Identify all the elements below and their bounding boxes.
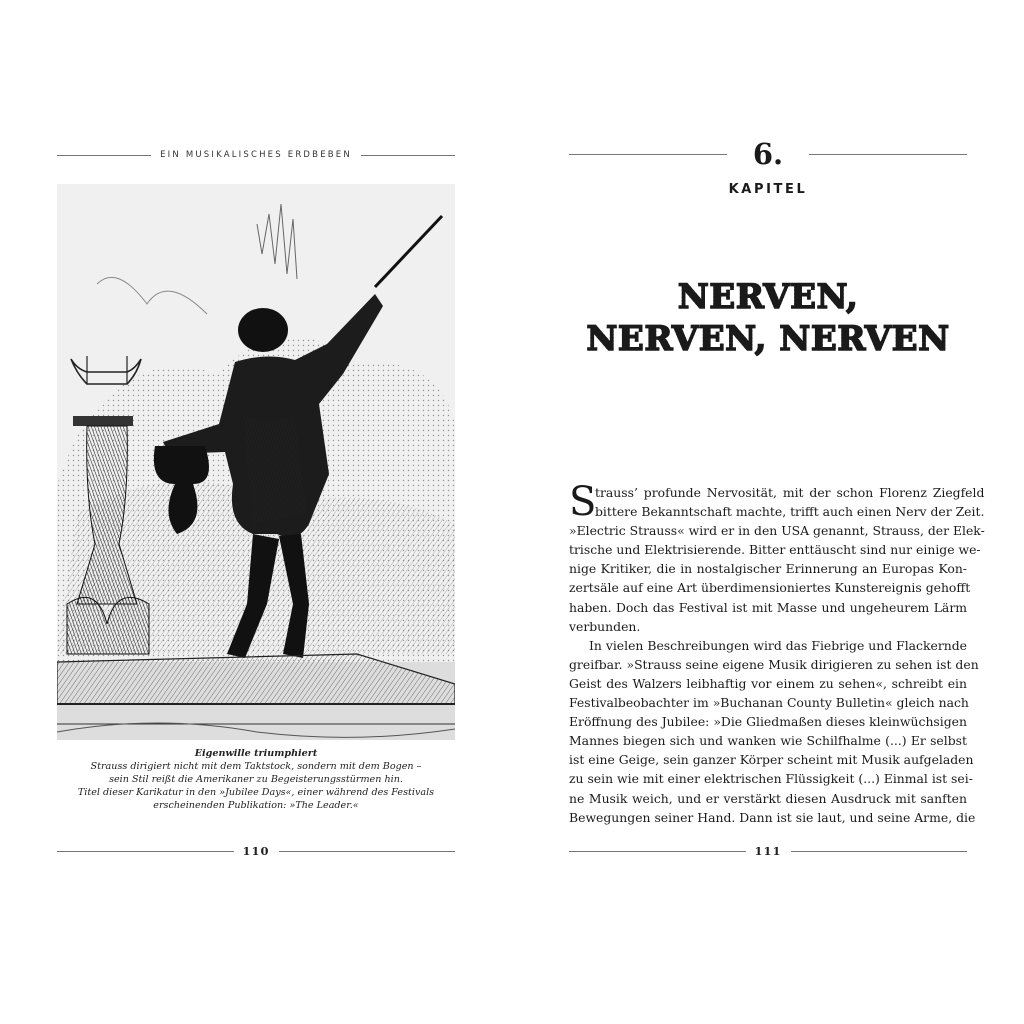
caption-title: Eigenwille triumphiert: [194, 748, 318, 759]
footer-rule-right: [791, 851, 968, 852]
text-line: trische und Elektrisierende. Bitter enttäuscht sind nur einige we-: [569, 542, 981, 558]
text-line: ist eine Geige, sein ganzer Körper scheint mit Musik aufgeladen: [569, 752, 974, 768]
chapter-rule-right: [809, 154, 967, 155]
caption-line: erscheinenden Publikation: »The Leader.«: [153, 800, 359, 811]
page-number-left: 110: [242, 844, 270, 858]
text-line: nige Kritiker, die in nostalgischer Erinnerung an Europas Kon-: [569, 561, 967, 577]
figure-caption: [57, 747, 455, 812]
text-line: Festivalbeobachter im »Buchanan County Bulletin« gleich nach: [569, 695, 969, 711]
text-line: trauss’ profunde Nervosität, mit der schon Florenz Ziegfeld: [595, 485, 985, 500]
footer-rule-right: [279, 851, 456, 852]
caption-line: sein Stil reißt die Amerikaner zu Begeisterungsstürmen hin.: [109, 774, 403, 785]
chapter-title: [569, 276, 967, 360]
right-page: [512, 0, 1024, 1024]
text-line: Geist des Walzers leibhaftig vor einem zu sehen«, schreibt ein: [569, 675, 967, 691]
page-number-right: 111: [754, 844, 782, 858]
running-header-text: EIN MUSIKALISCHES ERDBEBEN: [160, 150, 352, 160]
text-line: Bewegungen seiner Hand. Dann ist sie laut, und seine Arme, die: [569, 809, 976, 825]
text-line: »Electric Strauss« wird er in den USA genannt, Strauss, der Elek-: [569, 523, 985, 539]
right-footer: [569, 843, 967, 859]
text-line: In vielen Beschreibungen wird das Fiebrige und Flackernde: [589, 637, 967, 653]
running-header: [57, 147, 455, 163]
footer-rule-left: [569, 851, 746, 852]
header-rule-left: [57, 155, 151, 156]
text-line: haben. Doch das Festival ist mit Masse und ungeheurem Lärm: [569, 599, 967, 615]
text-line: greifbar. »Strauss seine eigene Musik dirigieren zu sehen ist den: [569, 656, 979, 672]
text-line: zertsäle auf eine Art überdimensioniertes Kunstereignis gehofft: [569, 580, 971, 596]
text-line: Eröffnung des Jubilee: »Die Gliedmaßen dieses kleinwüchsigen: [569, 714, 967, 730]
caption-line: Titel dieser Karikatur in den »Jubilee Days«, einer während des Festivals: [77, 787, 435, 798]
header-rule-right: [361, 155, 455, 156]
text-line: ne Musik weich, und er verstärkt diesen Ausdruck mit sanften: [569, 790, 967, 806]
footer-rule-left: [57, 851, 234, 852]
chapter-number-row: [569, 136, 967, 172]
text-line: zu sein wie mit einer elektrischen Flüssigkeit (...) Einmal ist sei-: [569, 771, 973, 787]
body-text: [569, 479, 985, 827]
drop-cap: S: [569, 479, 597, 525]
text-line: verbunden.: [569, 618, 641, 634]
text-line: Mannes biegen sich und wanken wie Schilfhalme (...) Er selbst: [569, 733, 967, 749]
opening-paragraph-start: [569, 479, 985, 525]
caption-line: Strauss dirigiert nicht mit dem Taktstock, sondern mit dem Bogen –: [90, 761, 422, 772]
chapter-rule-left: [569, 154, 727, 155]
chapter-number: 6.: [752, 137, 784, 171]
conductor-illustration: [57, 184, 455, 740]
text-line: bittere Bekanntschaft machte, trifft auch einen Nerv der Zeit.: [595, 504, 985, 520]
chapter-title-line: NERVEN,: [677, 277, 859, 317]
left-footer: [57, 843, 455, 859]
chapter-label: KAPITEL: [728, 182, 808, 197]
chapter-title-line: NERVEN, NERVEN: [586, 319, 950, 359]
